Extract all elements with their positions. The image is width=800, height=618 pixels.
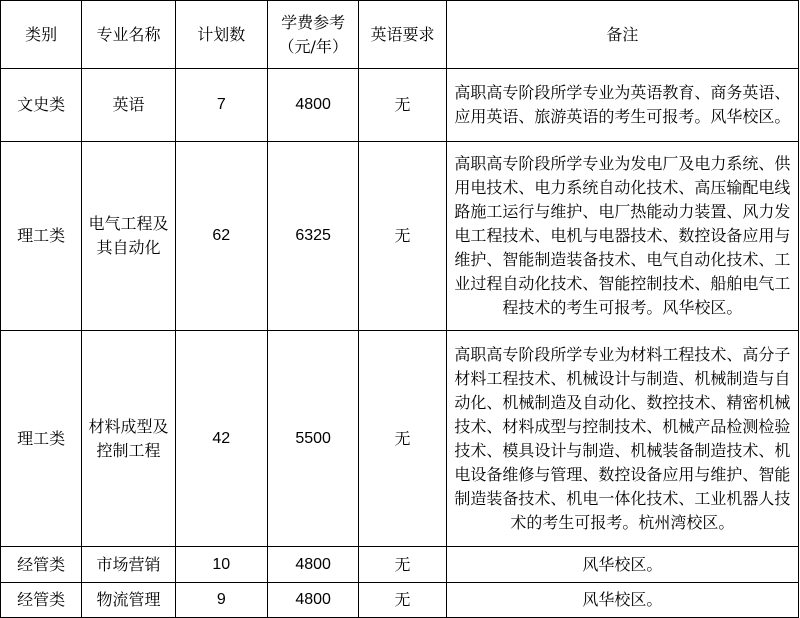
- table-header-row: [1, 1, 799, 69]
- cell-category: 理工类: [1, 331, 82, 547]
- cell-english: 无: [359, 547, 446, 583]
- cell-plan: 62: [175, 142, 267, 331]
- cell-english: 无: [359, 69, 446, 142]
- header-major: 专业名称: [82, 1, 175, 69]
- header-english: 英语要求: [359, 1, 446, 69]
- cell-category: 经管类: [1, 547, 82, 583]
- header-plan: 计划数: [175, 1, 267, 69]
- header-tuition: [267, 1, 358, 69]
- cell-tuition: 4800: [267, 69, 358, 142]
- cell-plan: 7: [175, 69, 267, 142]
- cell-major: 物流管理: [82, 583, 175, 618]
- cell-plan: 10: [175, 547, 267, 583]
- table-row: [1, 331, 799, 547]
- cell-tuition: 5500: [267, 331, 358, 547]
- cell-major: 英语: [82, 69, 175, 142]
- cell-category: 文史类: [1, 69, 82, 142]
- cell-english: 无: [359, 142, 446, 331]
- cell-major: 市场营销: [82, 547, 175, 583]
- cell-notes: 高职高专阶段所学专业为英语教育、商务英语、应用英语、旅游英语的考生可报考。风华校区。: [446, 69, 798, 142]
- cell-english: 无: [359, 331, 446, 547]
- cell-notes: 风华校区。: [446, 583, 798, 618]
- cell-notes: 高职高专阶段所学专业为材料工程技术、高分子材料工程技术、机械设计与制造、机械制造与自动化、机械制造及自动化、数控技术、精密机械技术、材料成型与控制技术、机械产品检测检验技术、模具设计与制造、机械装备制造技术、机电设备维修与管理、数控设备应用与维护、智能制造装备技术、机电一体化技术、工业机器人技术的考生可报考。杭州湾校区。: [446, 331, 798, 547]
- cell-plan: 42: [175, 331, 267, 547]
- table-row: [1, 583, 799, 618]
- cell-tuition: 6325: [267, 142, 358, 331]
- table-row: [1, 69, 799, 142]
- cell-major: 材料成型及控制工程: [82, 331, 175, 547]
- cell-category: 经管类: [1, 583, 82, 618]
- cell-notes: 高职高专阶段所学专业为发电厂及电力系统、供用电技术、电力系统自动化技术、高压输配电线路施工运行与维护、电厂热能动力装置、风力发电工程技术、电机与电器技术、数控设备应用与维护、智能制造装备技术、电气自动化技术、工业过程自动化技术、智能控制技术、船舶电气工程技术的考生可报考。风华校区。: [446, 142, 798, 331]
- cell-tuition: 4800: [267, 583, 358, 618]
- cell-notes: 风华校区。: [446, 547, 798, 583]
- table-row: [1, 547, 799, 583]
- header-category: 类别: [1, 1, 82, 69]
- cell-category: 理工类: [1, 142, 82, 331]
- table-row: [1, 142, 799, 331]
- cell-plan: 9: [175, 583, 267, 618]
- cell-english: 无: [359, 583, 446, 618]
- header-notes: 备注: [446, 1, 798, 69]
- header-tuition-line2: （元/年）: [278, 36, 348, 56]
- cell-major: 电气工程及其自动化: [82, 142, 175, 331]
- header-tuition-line1: 学费参考: [281, 12, 346, 32]
- cell-tuition: 4800: [267, 547, 358, 583]
